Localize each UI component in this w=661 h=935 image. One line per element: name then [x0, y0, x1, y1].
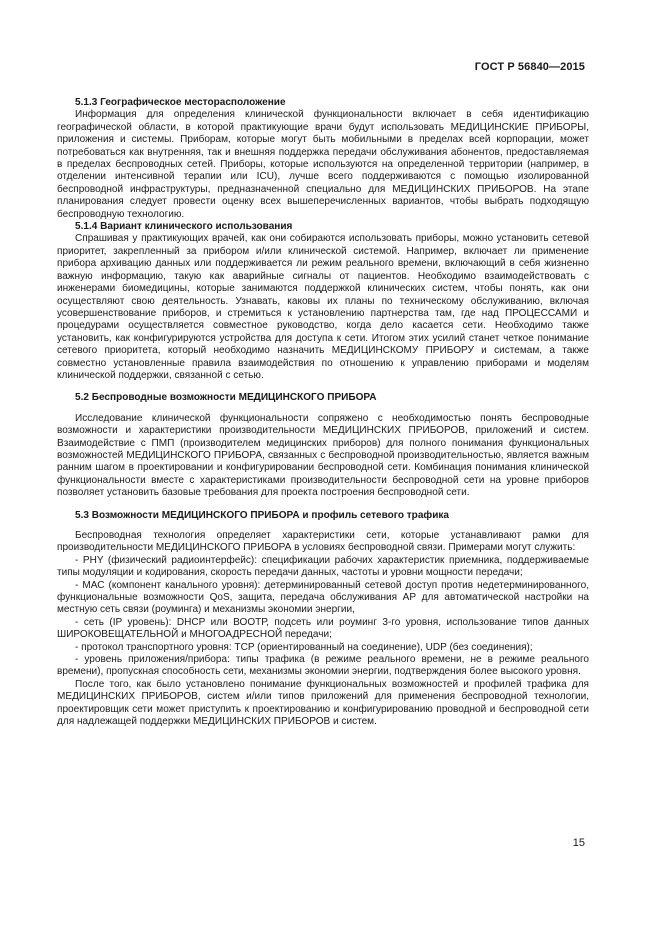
page-number: 15 — [572, 837, 585, 849]
paragraph: Беспроводная технология определяет характеристики сети, которые устанавливают рамки для производительности МЕДИЦИНСКОГО ПРИБОРА в условиях беспроводной связи. Примерами могут служить: — [57, 530, 589, 554]
section-heading-5-1-3: 5.1.3 Географическое месторасположение — [75, 97, 286, 108]
list-item-network: - сеть (IP уровень): DHCP или ВООТР, подсеть или роуминг 3-го уровня, использование типов данных ШИРОКОВЕЩАТЕЛЬНОЙ и МНОГОАДРЕСНОЙ передачи; — [57, 616, 589, 641]
paragraph: После того, как было установлено понимание функциональных возможностей и профилей трафика для МЕДИЦИНСКИХ ПРИБОРОВ, систем и/или типов приложений для применения беспроводной технологии, проектировщик сети может приступить к проектированию и конфигурированию проводной и беспроводной сети для надлежащей поддержки МЕДИЦИНСКИХ ПРИБОРОВ и систем. — [57, 678, 589, 728]
document-body — [57, 97, 589, 729]
section-heading-5-1-4: 5.1.4 Вариант клинического использования — [75, 221, 293, 233]
list-item-transport: - протокол транспортного уровня: TCP (ориентированный на соединение), UDP (без соединения); — [75, 641, 533, 653]
paragraph: Информация для определения клинической функциональности включает в себя идентификацию географической области, в которой практикующие врачи будут использовать МЕДИЦИНСКИЕ ПРИБОРЫ, приложения и системы. Приборам, которые могут быть мобильными в пределах всей корпорации, может потребоваться как внутренняя, так и внешняя поддержка передачи обслуживания абонентов, предоставляемая в пределах беспроводных сетей. Приборы, которые используются на определенной территории (например, в отделении интенсивной терапии или ICU), лучше всего поддерживаются с помощью изолированной беспроводной инфраструктуры, предназначенной специально для МЕДИЦИНСКИХ ПРИБОРОВ. На этапе планирования следует провести оценку всех вышеперечисленных вариантов, чтобы выбрать подходящую беспроводную технологию. — [57, 109, 589, 220]
standard-designation: ГОСТ Р 56840—2015 — [474, 61, 585, 73]
paragraph: Спрашивая у практикующих врачей, как они собираются использовать приборы, можно установить сетевой приоритет, закрепленный за прибором и/или клинической системой. Например, включает ли применение прибора архивацию данных или поддерживается ли режим реального времени, включающий в себя жизненно важную информацию, такую как аварийные сигналы от пациентов. Необходимо взаимодействовать с инженерами биомедицины, которые занимаются поддержкой клинических систем, чтобы понять, как они осуществляют свою деятельность. Узнавать, каковы их планы по техническому обслуживанию, включая усовершенствование приборов, и стремиться к установлению партнерства там, где над ПРОЦЕССАМИ и процедурами осуществляется совместное руководство, когда дело касается сети. Необходимо также установить, как конфигурируются устройства для доступа к сети. Итогом этих усилий станет четкое понимание сетевого приоритета, который необходимо назначить МЕДИЦИНСКОМУ ПРИБОРУ и системам, а также совместно установленные правила взаимодействия по отношению к управлению приборами и моделям клинической поддержки, связанной с сетью. — [57, 233, 589, 381]
paragraph: Исследование клинической функциональности сопряжено с необходимостью понять беспроводные возможности и характеристики производительности МЕДИЦИНСКИХ ПРИБОРОВ, приложений и систем. Взаимодействие с ПМП (производителем медицинских приборов) для полного понимания функциональных возможностей МЕДИЦИНСКОГО ПРИБОРА, связанных с беспроводной производительностью, является важным ранним шагом в проектировании и конфигурировании беспроводной сети. Комбинация понимания клинической функциональности вместе с характеристиками производительности беспроводной сети на уровне приборов позволяет установить базовые требования для проекта построения беспроводной сети. — [57, 412, 589, 499]
list-item-mac: - МАС (компонент канального уровня): детерминированный сетевой доступ против недетерминированного, функциональные возможности QoS, защита, передача обслуживания АР для автоматической настройки на местную сеть связи (роуминга) и механизмы экономии энергии, — [57, 579, 589, 616]
section-heading-5-3: 5.3 Возможности МЕДИЦИНСКОГО ПРИБОРА и профиль сетевого трафика — [75, 509, 449, 521]
section-heading-5-2: 5.2 Беспроводные возможности МЕДИЦИНСКОГО ПРИБОРА — [75, 392, 377, 404]
list-item-application: - уровень приложения/прибора: типы трафика (в режиме реального времени, не в режиме реального времени), пропускная способность сети, механизмы экономии энергии, подтверждения более высокого уровня. — [57, 654, 589, 678]
list-item-phy: - PHY (физический радиоинтерфейс): спецификации рабочих характеристик приемника, поддерживаемые типы модуляции и кодирования, скорость передачи данных, частоты и уровни мощности передачи; — [57, 554, 589, 579]
